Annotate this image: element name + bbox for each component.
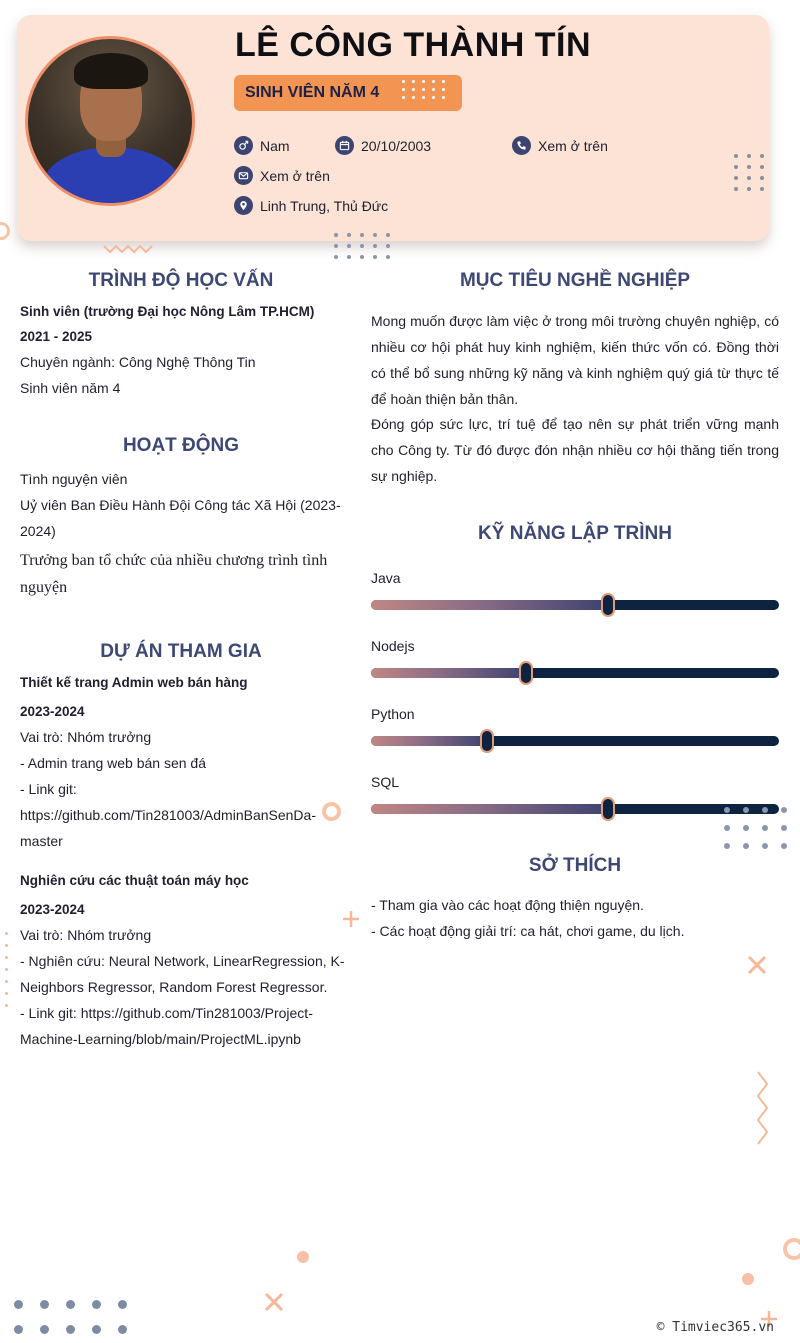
activity-line: Uỷ viên Ban Điều Hành Đội Công tác Xã Hội (2023- — [20, 497, 341, 513]
cross-decoration — [264, 1292, 284, 1312]
activity-line: nguyện — [20, 579, 68, 596]
ring-decoration — [0, 222, 10, 240]
gender-icon — [234, 136, 253, 155]
project-name: Nghiên cứu các thuật toán máy học — [20, 873, 249, 888]
zigzag-decoration — [103, 244, 153, 254]
skill-knob — [601, 797, 615, 821]
project-link[interactable]: - Link git: https://github.com/Tin281003/Project- — [20, 1005, 313, 1021]
info-phone — [512, 136, 608, 155]
activity-line: Tình nguyện viên — [20, 471, 128, 487]
project-link[interactable]: Machine-Learning/blob/main/ProjectML.ipynb — [20, 1031, 301, 1047]
project-link[interactable]: master — [20, 833, 63, 849]
calendar-icon — [335, 136, 354, 155]
phone-icon — [512, 136, 531, 155]
activity-line: 2024) — [20, 523, 56, 539]
info-email — [234, 166, 330, 185]
skill-fill — [371, 668, 526, 678]
education-major: Chuyên ngành: Công Nghệ Thông Tin — [20, 354, 256, 370]
activities-title: HOẠT ĐỘNG — [122, 435, 240, 456]
header-bottom-dots-decoration — [334, 233, 399, 259]
circle-decoration — [297, 1251, 309, 1263]
skill-knob — [480, 729, 494, 753]
skill-fill — [371, 804, 608, 814]
education-school: Sinh viên (trường Đại học Nông Lâm TP.HCM) — [20, 304, 315, 319]
vertical-zigzag-decoration — [756, 1070, 770, 1150]
location-pin-icon — [234, 196, 253, 215]
education-title: TRÌNH ĐỘ HỌC VẤN — [88, 270, 274, 291]
skill-bar-nodejs — [371, 668, 779, 678]
badge-dots-decoration — [402, 80, 452, 99]
ring-decoration — [322, 802, 341, 821]
skill-label-nodejs: Nodejs — [371, 638, 415, 654]
candidate-name: LÊ CÔNG THÀNH TÍN — [235, 26, 592, 64]
hobbies-title: SỞ THÍCH — [528, 855, 622, 876]
skill-bar-sql — [371, 804, 779, 814]
project-line: Vai trò: Nhóm trưởng — [20, 927, 152, 943]
hobby-line: - Các hoạt động giải trí: ca hát, chơi game, du lịch. — [371, 923, 685, 939]
objective-title: MỤC TIÊU NGHỀ NGHIỆP — [459, 270, 691, 291]
skill-fill — [371, 736, 487, 746]
objective-paragraph-2: Đóng góp sức lực, trí tuệ để tạo nên sự phát triển vững mạnh cho Công ty. Từ đó được đón nhận nhiều cơ hội thăng tiến trong sự nghiệp. — [371, 416, 779, 484]
vertical-dots-decoration — [5, 932, 9, 1007]
email-icon — [234, 166, 253, 185]
right-dots-decoration — [724, 807, 800, 849]
header-dots-decoration — [734, 154, 773, 191]
title-badge-text: SINH VIÊN NĂM 4 — [245, 84, 380, 101]
project-line: Neighbors Regressor, Random Forest Regressor. — [20, 979, 328, 995]
skill-fill — [371, 600, 608, 610]
gender-value: Nam — [260, 137, 290, 154]
email-value: Xem ở trên — [260, 167, 330, 184]
birthdate-value: 20/10/2003 — [361, 137, 432, 154]
skill-label-java: Java — [371, 570, 401, 586]
activity-line: Trưởng ban tổ chức của nhiều chương trình tình — [20, 552, 328, 569]
info-birthdate — [335, 136, 431, 155]
cross-decoration — [747, 955, 767, 975]
skill-bar-java — [371, 600, 779, 610]
objective-paragraph-1: Mong muốn được làm việc ở trong môi trường chuyên nghiệp, có nhiều cơ hội phát huy kinh nghiệm, kiến thức vốn có. Đồng thời có thể bổ sung những kỹ năng và kinh nghiệm quý giá từ thực tế để hoàn thiện bản thân. — [371, 313, 779, 407]
project-line: - Admin trang web bán sen đá — [20, 755, 207, 771]
project-name: Thiết kế trang Admin web bán hàng — [20, 675, 248, 690]
skill-knob — [519, 661, 533, 685]
circle-decoration — [742, 1273, 754, 1285]
education-years: 2021 - 2025 — [20, 329, 93, 344]
skill-bar-python — [371, 736, 779, 746]
education-status: Sinh viên năm 4 — [20, 380, 121, 396]
projects-title: DỰ ÁN THAM GIA — [100, 641, 262, 662]
phone-value: Xem ở trên — [538, 137, 608, 154]
skill-label-python: Python — [371, 706, 415, 722]
address-value: Linh Trung, Thủ Đức — [260, 197, 389, 214]
bottom-dots-decoration — [14, 1300, 144, 1334]
project-years: 2023-2024 — [20, 902, 85, 917]
hobby-line: - Tham gia vào các hoạt động thiện nguyện. — [371, 897, 644, 913]
project-line: Vai trò: Nhóm trưởng — [20, 729, 152, 745]
avatar — [25, 36, 195, 206]
skill-label-sql: SQL — [371, 774, 400, 790]
plus-decoration — [342, 910, 360, 928]
info-gender — [234, 136, 290, 155]
skills-title: KỸ NĂNG LẬP TRÌNH — [478, 523, 672, 544]
project-line: - Nghiên cứu: Neural Network, LinearRegression, K- — [20, 953, 345, 969]
skill-knob — [601, 593, 615, 617]
project-line: - Link git: — [20, 781, 77, 797]
project-years: 2023-2024 — [20, 704, 85, 719]
avatar-hair — [74, 53, 148, 89]
project-link[interactable]: https://github.com/Tin281003/AdminBanSenDa- — [20, 807, 316, 823]
ring-decoration — [783, 1238, 800, 1260]
watermark: © Timviec365.vn — [656, 1320, 774, 1335]
info-address — [234, 196, 388, 215]
